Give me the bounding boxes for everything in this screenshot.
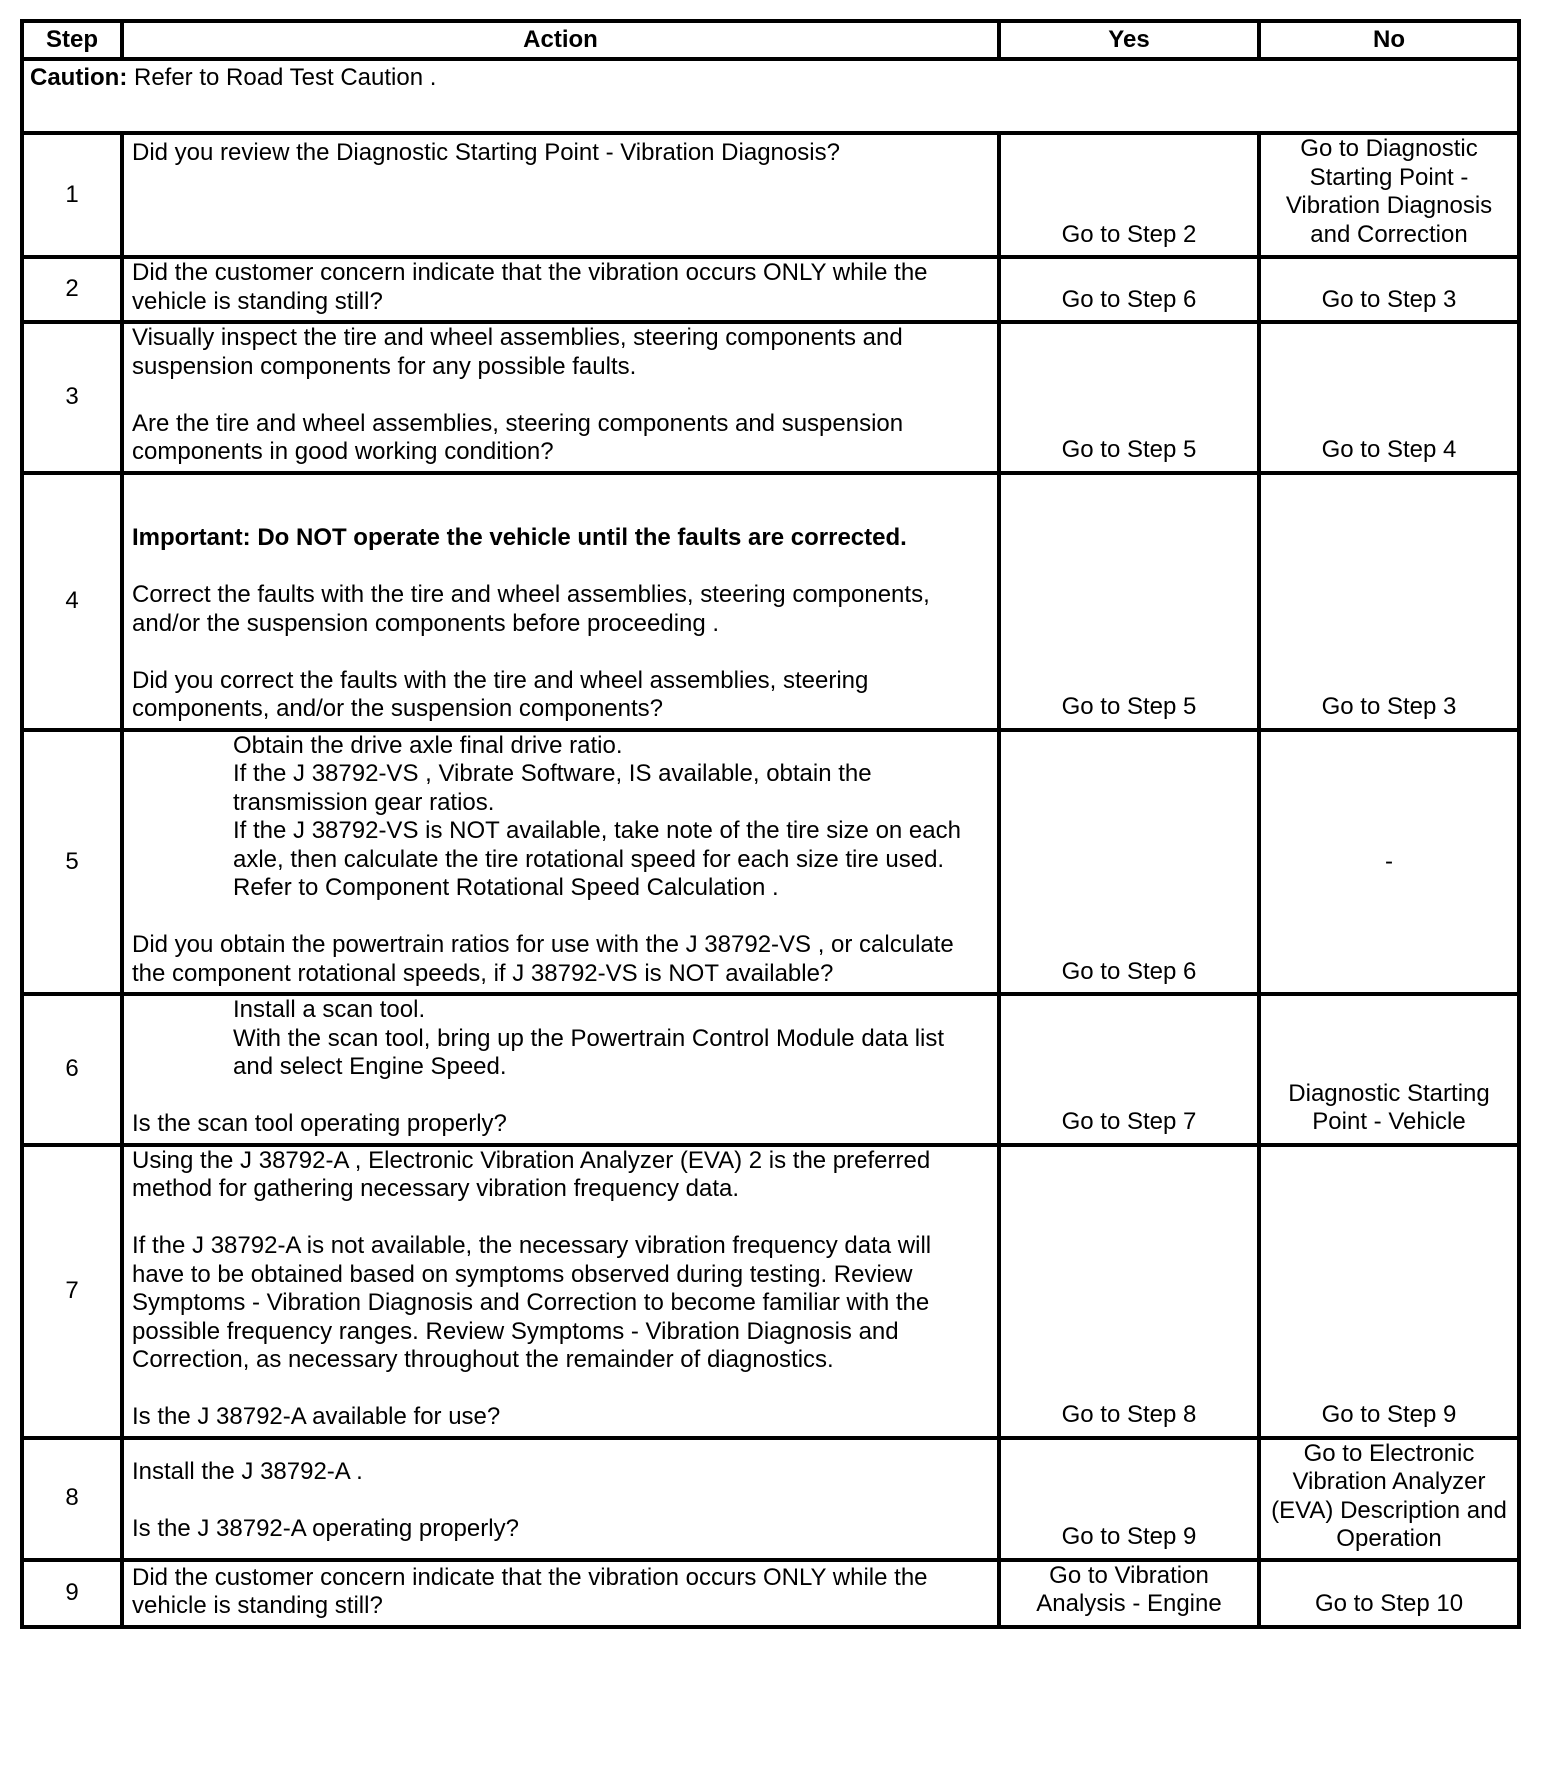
step-number: 4 xyxy=(22,473,122,730)
yes-cell: Go to Step 2 xyxy=(999,133,1259,257)
no-cell: Diagnostic Starting Point - Vehicle xyxy=(1259,994,1519,1145)
action-cell xyxy=(122,730,999,995)
header-step: Step xyxy=(22,21,122,59)
yes-cell: Go to Step 5 xyxy=(999,322,1259,473)
yes-cell: Go to Step 5 xyxy=(999,473,1259,730)
action-cell xyxy=(122,1560,999,1627)
action-text: Are the tire and wheel assemblies, steering components and suspension components in good working condition? xyxy=(132,409,904,465)
header-no: No xyxy=(1259,21,1519,59)
caution-label: Caution: xyxy=(30,64,128,91)
table-header-row xyxy=(22,21,1519,59)
step-number: 8 xyxy=(22,1438,122,1560)
table-row xyxy=(22,1145,1519,1438)
table-row xyxy=(22,994,1519,1145)
table-row xyxy=(22,322,1519,473)
yes-cell: Go to Step 7 xyxy=(999,994,1259,1145)
step-number: 3 xyxy=(22,322,122,473)
step-number: 9 xyxy=(22,1560,122,1627)
no-cell: Go to Step 3 xyxy=(1259,257,1519,322)
caution-cell xyxy=(22,59,1519,133)
action-text: Install the J 38792-A . xyxy=(132,1458,363,1485)
action-text: Did the customer concern indicate that the vibration occurs ONLY while the vehicle is standing still? xyxy=(132,259,928,315)
table-row xyxy=(22,730,1519,995)
table-row xyxy=(22,1438,1519,1560)
action-text: Visually inspect the tire and wheel assemblies, steering components and suspension components for any possible faults. xyxy=(132,324,903,380)
no-cell: Go to Step 3 xyxy=(1259,473,1519,730)
action-text: Is the J 38792-A available for use? xyxy=(132,1403,501,1430)
action-cell xyxy=(122,994,999,1145)
step-number: 7 xyxy=(22,1145,122,1438)
substep-text: If the J 38792-VS is NOT available, take note of the tire size on each axle, then calculate the tire rotational speed for each size tire used. Refer to Component Rotational Speed Calculation . xyxy=(233,817,961,901)
no-cell: Go to Step 10 xyxy=(1259,1560,1519,1627)
action-text: Correct the faults with the tire and wheel assemblies, steering components, and/or the suspension components before proceeding . xyxy=(132,581,930,637)
action-text: Is the J 38792-A operating properly? xyxy=(132,1515,519,1542)
important-note: Important: Do NOT operate the vehicle until the faults are corrected. xyxy=(132,524,907,551)
action-cell xyxy=(122,1438,999,1560)
action-cell xyxy=(122,1145,999,1438)
diagnostic-table xyxy=(20,19,1517,1629)
no-cell: Go to Electronic Vibration Analyzer (EVA) Description and Operation xyxy=(1259,1438,1519,1560)
substep-text: Obtain the drive axle final drive ratio. xyxy=(233,731,623,759)
action-cell xyxy=(122,322,999,473)
action-text: If the J 38792-A is not available, the necessary vibration frequency data will have to be obtained based on symptoms observed during testing. Review Symptoms - Vibration Diagnosis and Correction to become familiar with the possible frequency ranges. Review Symptoms - Vibration Diagnosis and Correction, as necessary throughout the remainder of diagnostics. xyxy=(132,1232,932,1373)
no-cell: - xyxy=(1259,730,1519,995)
caution-text: Refer to Road Test Caution . xyxy=(127,64,437,91)
step-number: 1 xyxy=(22,133,122,257)
yes-cell: Go to Step 6 xyxy=(999,257,1259,322)
no-cell: Go to Step 9 xyxy=(1259,1145,1519,1438)
step-number: 2 xyxy=(22,257,122,322)
caution-row xyxy=(22,59,1519,133)
yes-cell: Go to Step 6 xyxy=(999,730,1259,995)
step-number: 6 xyxy=(22,994,122,1145)
yes-cell: Go to Step 8 xyxy=(999,1145,1259,1438)
step-number: 5 xyxy=(22,730,122,995)
table-row xyxy=(22,1560,1519,1627)
action-text: Is the scan tool operating properly? xyxy=(132,1110,507,1137)
no-cell: Go to Step 4 xyxy=(1259,322,1519,473)
action-cell xyxy=(122,257,999,322)
yes-cell: Go to Step 9 xyxy=(999,1438,1259,1560)
substep-text: With the scan tool, bring up the Powertrain Control Module data list and select Engine Speed. xyxy=(233,1024,945,1080)
table-row xyxy=(22,133,1519,257)
no-cell: Go to Diagnostic Starting Point - Vibration Diagnosis and Correction xyxy=(1259,133,1519,257)
header-yes: Yes xyxy=(999,21,1259,59)
action-cell xyxy=(122,473,999,730)
table-row xyxy=(22,473,1519,730)
substep-text: Install a scan tool. xyxy=(233,996,426,1023)
action-text: Did you obtain the powertrain ratios for use with the J 38792-VS , or calculate the component rotational speeds, if J 38792-VS is NOT available? xyxy=(132,931,954,987)
action-text: Using the J 38792-A , Electronic Vibration Analyzer (EVA) 2 is the preferred method for gathering necessary vibration frequency data. xyxy=(132,1146,931,1202)
table-row xyxy=(22,257,1519,322)
action-text: Did you review the Diagnostic Starting Point - Vibration Diagnosis? xyxy=(132,139,840,166)
substep-text: If the J 38792-VS , Vibrate Software, IS available, obtain the transmission gear ratios. xyxy=(233,760,872,816)
header-action: Action xyxy=(122,21,999,59)
action-text: Did the customer concern indicate that the vibration occurs ONLY while the vehicle is standing still? xyxy=(132,1563,928,1619)
action-cell xyxy=(122,133,999,257)
yes-cell: Go to Vibration Analysis - Engine xyxy=(999,1560,1259,1627)
action-text: Did you correct the faults with the tire and wheel assemblies, steering components, and/or the suspension components? xyxy=(132,666,869,722)
